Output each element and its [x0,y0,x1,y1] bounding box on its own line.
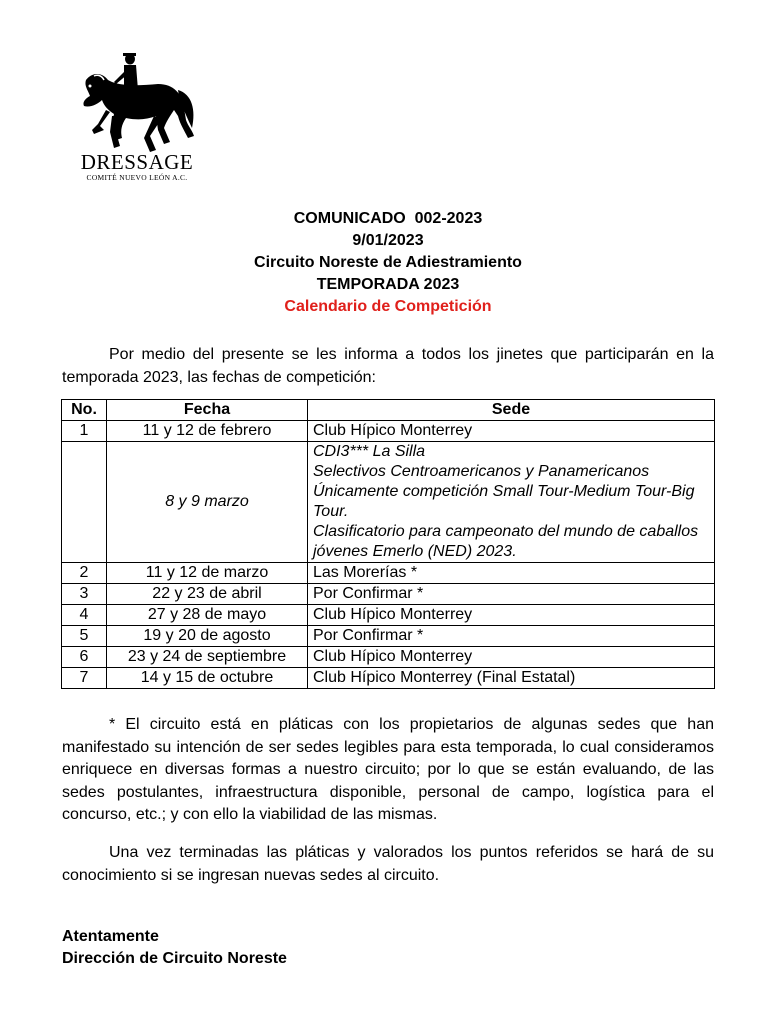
signature-block [62,926,287,970]
calendar-title: Calendario de Competición [284,298,492,315]
row-date: 14 y 15 de octubre [107,668,308,689]
row-number: 5 [62,626,107,647]
table-row [62,605,715,626]
logo-wordmark: DRESSAGE [80,150,194,174]
communique-date: 9/01/2023 [352,232,424,249]
dressage-logo [66,50,206,190]
row-date: 8 y 9 marzo [107,442,308,563]
table-header-row [62,400,715,421]
column-header-fecha: Fecha [107,400,308,421]
row-venue: Club Hípico Monterrey (Final Estatal) [308,668,715,689]
row-number: 2 [62,563,107,584]
event-selectives: Selectivos Centroamericanos y Panamericanos [313,463,650,480]
row-venue: Club Hípico Monterrey [308,647,715,668]
signature-salutation: Atentamente [62,928,159,945]
venue-note-paragraph: * El circuito está en pláticas con los propietarios de algunas sedes que han manifestado su intención de ser sedes legibles para esta temporada, lo cual consideramos enriquece en diversas formas a nuestro circuito; por lo que se están evaluando, de las sedes postulantes, infraestructura disponible, personal de campo, logística para el concurso, etc.; y con ello la viabilidad de las mismas. [62,716,714,823]
column-header-sede: Sede [308,400,715,421]
logo-subtitle: COMITÉ NUEVO LEÓN A.C. [86,173,188,182]
row-date: 27 y 28 de mayo [107,605,308,626]
row-date: 23 y 24 de septiembre [107,647,308,668]
table-row [62,647,715,668]
competition-schedule-table [61,399,715,689]
event-name: CDI3*** La Silla [313,443,426,460]
row-date: 11 y 12 de febrero [107,421,308,442]
row-number: 6 [62,647,107,668]
signature-department: Dirección de Circuito Noreste [62,950,287,967]
table-row [62,668,715,689]
table-row [62,421,715,442]
document-header [0,208,776,318]
row-date: 22 y 23 de abril [107,584,308,605]
row-date: 11 y 12 de marzo [107,563,308,584]
event-qualifier: Clasificatorio para campeonato del mundo de caballos jóvenes Emerlo (NED) 2023. [313,523,699,560]
intro-paragraph: Por medio del presente se les informa a todos los jinetes que participarán en la temporada 2023, las fechas de competición: [62,346,714,386]
row-number: 1 [62,421,107,442]
table-row [62,584,715,605]
row-number: 4 [62,605,107,626]
table-row [62,626,715,647]
horse-rider-icon [66,50,206,155]
row-venue: Club Hípico Monterrey [308,421,715,442]
row-venue: Club Hípico Monterrey [308,605,715,626]
circuit-name: Circuito Noreste de Adiestramiento [254,254,522,271]
event-categories: Únicamente competición Small Tour-Medium Tour-Big Tour. [313,483,695,520]
communique-number: COMUNICADO 002-2023 [293,210,483,227]
table-row-special-event [62,442,715,563]
column-header-no: No. [62,400,107,421]
row-venue: Las Morerías * [308,563,715,584]
table-row [62,563,715,584]
row-number: 7 [62,668,107,689]
row-date: 19 y 20 de agosto [107,626,308,647]
row-venue-details [308,442,715,563]
row-venue: Por Confirmar * [308,584,715,605]
closing-paragraph: Una vez terminadas las pláticas y valorados los puntos referidos se hará de su conocimiento si se ingresan nuevas sedes al circuito. [62,844,714,884]
row-venue: Por Confirmar * [308,626,715,647]
row-number: 3 [62,584,107,605]
row-number [62,442,107,563]
season-title: TEMPORADA 2023 [316,276,460,293]
